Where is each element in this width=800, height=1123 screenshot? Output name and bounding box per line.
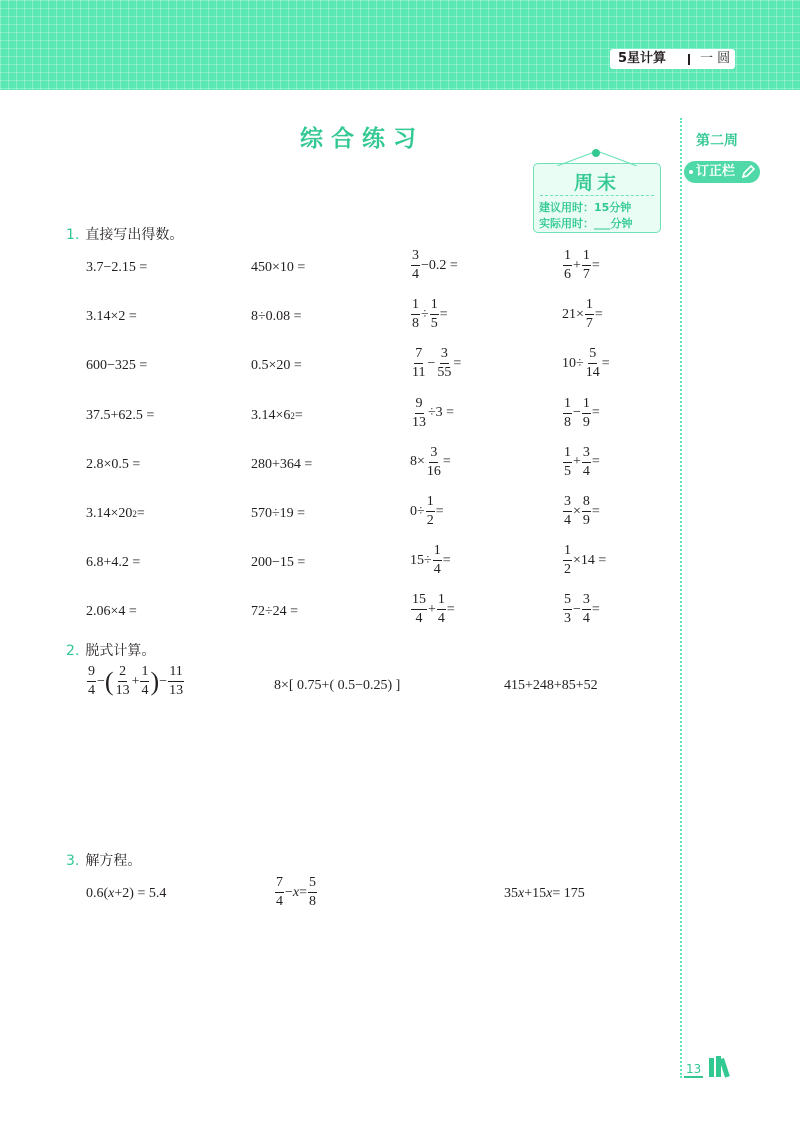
fraction: $\frac{15}{4}$ xyxy=(412,592,426,627)
oral-calc-problem: 3.14×2 = xyxy=(86,309,137,325)
oral-calc-problem: 2.8×0.5 = xyxy=(86,456,141,472)
page-title: 综合练习 xyxy=(300,126,424,152)
oral-calc-problem: 37.5+62.5 = xyxy=(86,407,155,423)
fraction: $\frac{3}{4}$ xyxy=(582,592,590,627)
fraction: $\frac{3}{55}$ xyxy=(437,346,452,381)
oral-calc-problem: $\frac{5}{3}$ − $\frac{3}{4}$ = xyxy=(564,592,600,627)
fraction: $\frac{3}{4}$ xyxy=(564,494,571,528)
fraction: $\frac{1}{8}$ xyxy=(564,395,571,430)
weekend-label: 周末 xyxy=(573,172,620,194)
page-number: 13 xyxy=(686,1062,702,1076)
oral-calc-problem: 280+364 = xyxy=(251,456,313,472)
oral-calc-problem: 72÷24 = xyxy=(251,604,299,620)
section-number: 2. xyxy=(66,643,80,659)
oral-calc-problem: $\frac{1}{6}$ + $\frac{1}{7}$ = xyxy=(564,248,600,282)
section-1-heading xyxy=(66,224,183,244)
fraction: $\frac{1}{4}$ xyxy=(433,543,441,578)
oral-calc-problem: 600−325 = xyxy=(86,358,148,374)
pin-icon xyxy=(592,149,600,157)
fraction: $\frac{7}{4}$ xyxy=(276,875,283,909)
section-number: 1. xyxy=(66,227,80,243)
oral-calc-problem: 10÷ $\frac{5}{14}$ = xyxy=(562,346,610,381)
oral-calc-problem: $\frac{15}{4}$ + $\frac{1}{4}$ = xyxy=(412,592,455,627)
grade-label: 一 圆 xyxy=(700,51,731,66)
fraction: $\frac{1}{2}$ xyxy=(564,543,571,578)
fraction: $\frac{9}{4}$ xyxy=(88,664,95,698)
equation-2: $\frac{7}{4}$ − x = $\frac{5}{8}$ xyxy=(276,875,317,909)
step-calc-3: 415+248+85+52 xyxy=(504,678,598,693)
series-badge xyxy=(610,49,735,69)
fraction: $\frac{1}{9}$ xyxy=(582,395,590,430)
oral-calc-problem: 3.7−2.15 = xyxy=(86,260,148,275)
fraction: $\frac{1}{4}$ xyxy=(437,592,445,627)
fraction: $\frac{5}{14}$ xyxy=(585,346,600,381)
fraction: $\frac{1}{6}$ xyxy=(564,248,571,282)
fraction: $\frac{11}{13}$ xyxy=(169,664,184,698)
oral-calc-problem: 15÷ $\frac{1}{4}$ = xyxy=(410,543,451,578)
fraction: $\frac{1}{7}$ xyxy=(585,297,593,332)
card-separator xyxy=(540,195,654,196)
oral-calc-problem: 0÷ $\frac{1}{2}$ = xyxy=(410,494,444,528)
oral-calc-problem: 6.8+4.2 = xyxy=(86,555,141,571)
correction-label: 订正栏 xyxy=(696,164,736,179)
fraction: $\frac{1}{2}$ xyxy=(426,494,434,528)
fraction: $\frac{3}{16}$ xyxy=(426,444,441,479)
oral-calc-problem: 450×10 = xyxy=(251,260,306,275)
suggested-time: 建议用时：15分钟 xyxy=(539,201,632,214)
fraction: $\frac{1}{5}$ xyxy=(564,444,571,479)
pencil-icon xyxy=(740,164,756,180)
oral-calc-problem: $\frac{3}{4}$ × $\frac{8}{9}$ = xyxy=(564,494,600,528)
oral-calc-problem: $\frac{1}{5}$ + $\frac{3}{4}$ = xyxy=(564,444,600,479)
fraction: $\frac{2}{13}$ xyxy=(115,664,130,698)
fraction: $\frac{5}{8}$ xyxy=(309,875,317,909)
oral-calc-problem: $\frac{7}{11}$ − $\frac{3}{55}$ = xyxy=(412,346,462,381)
oral-calc-problem: $\frac{1}{2}$ ×14 = xyxy=(564,543,607,578)
badge-divider xyxy=(688,54,690,65)
bullet-icon xyxy=(689,170,693,174)
fraction: $\frac{3}{4}$ xyxy=(412,248,419,282)
oral-calc-problem: 3.14×20 2 = xyxy=(86,506,145,521)
oral-calc-problem: $\frac{1}{8}$ ÷ $\frac{1}{5}$ = xyxy=(412,297,448,332)
weekend-card xyxy=(533,163,661,233)
oral-calc-problem: 200−15 = xyxy=(251,555,306,571)
fraction: $\frac{1}{8}$ xyxy=(412,297,419,332)
section-3-heading xyxy=(66,850,141,870)
week-label: 第二周 xyxy=(696,133,738,149)
actual-time: 实际用时：___分钟 xyxy=(539,217,633,230)
oral-calc-problem: 8÷0.08 = xyxy=(251,309,302,325)
equation-3: 35 x +15 x = 175 xyxy=(504,886,585,901)
oral-calc-problem: $\frac{9}{13}$ ÷3 = xyxy=(412,395,455,430)
oral-calc-problem: 2.06×4 = xyxy=(86,604,137,620)
oral-calc-problem: $\frac{1}{8}$ − $\frac{1}{9}$ = xyxy=(564,395,600,430)
fraction: $\frac{1}{4}$ xyxy=(141,664,149,698)
books-icon xyxy=(708,1055,738,1079)
fraction: $\frac{7}{11}$ xyxy=(412,346,426,381)
oral-calc-problem: 21× $\frac{1}{7}$ = xyxy=(562,297,603,332)
header-band xyxy=(0,0,800,90)
margin-divider xyxy=(680,118,682,1078)
fraction: $\frac{8}{9}$ xyxy=(582,494,590,528)
oral-calc-problem: 570÷19 = xyxy=(251,506,306,521)
section-title: 解方程。 xyxy=(85,853,142,869)
fraction: $\frac{9}{13}$ xyxy=(412,395,426,430)
oral-calc-problem: 3.14×6 2 = xyxy=(251,407,303,423)
oral-calc-problem: 8× $\frac{3}{16}$ = xyxy=(410,444,451,479)
fraction: $\frac{1}{5}$ xyxy=(430,297,438,332)
step-calc-1: $\frac{9}{4}$ − ( $\frac{2}{13}$ + $\frac{1}{4}$ ) − $\frac{11}{13}$ xyxy=(88,664,184,698)
section-title: 直接写出得数。 xyxy=(85,227,184,243)
section-2-heading xyxy=(66,640,155,660)
correction-tag xyxy=(684,161,760,183)
section-title: 脱式计算。 xyxy=(85,643,156,659)
equation-1: 0.6( x +2) = 5.4 xyxy=(86,886,167,901)
fraction: $\frac{5}{3}$ xyxy=(564,592,571,627)
step-calc-2: 8×[ 0.75+( 0.5−0.25) ] xyxy=(274,678,401,693)
fraction: $\frac{1}{7}$ xyxy=(582,248,590,282)
oral-calc-problem: $\frac{3}{4}$ −0.2 = xyxy=(412,248,458,282)
series-label: 5星计算 xyxy=(618,51,667,66)
oral-calc-problem: 0.5×20 = xyxy=(251,358,302,374)
fraction: $\frac{3}{4}$ xyxy=(582,444,590,479)
section-number: 3. xyxy=(66,853,80,869)
